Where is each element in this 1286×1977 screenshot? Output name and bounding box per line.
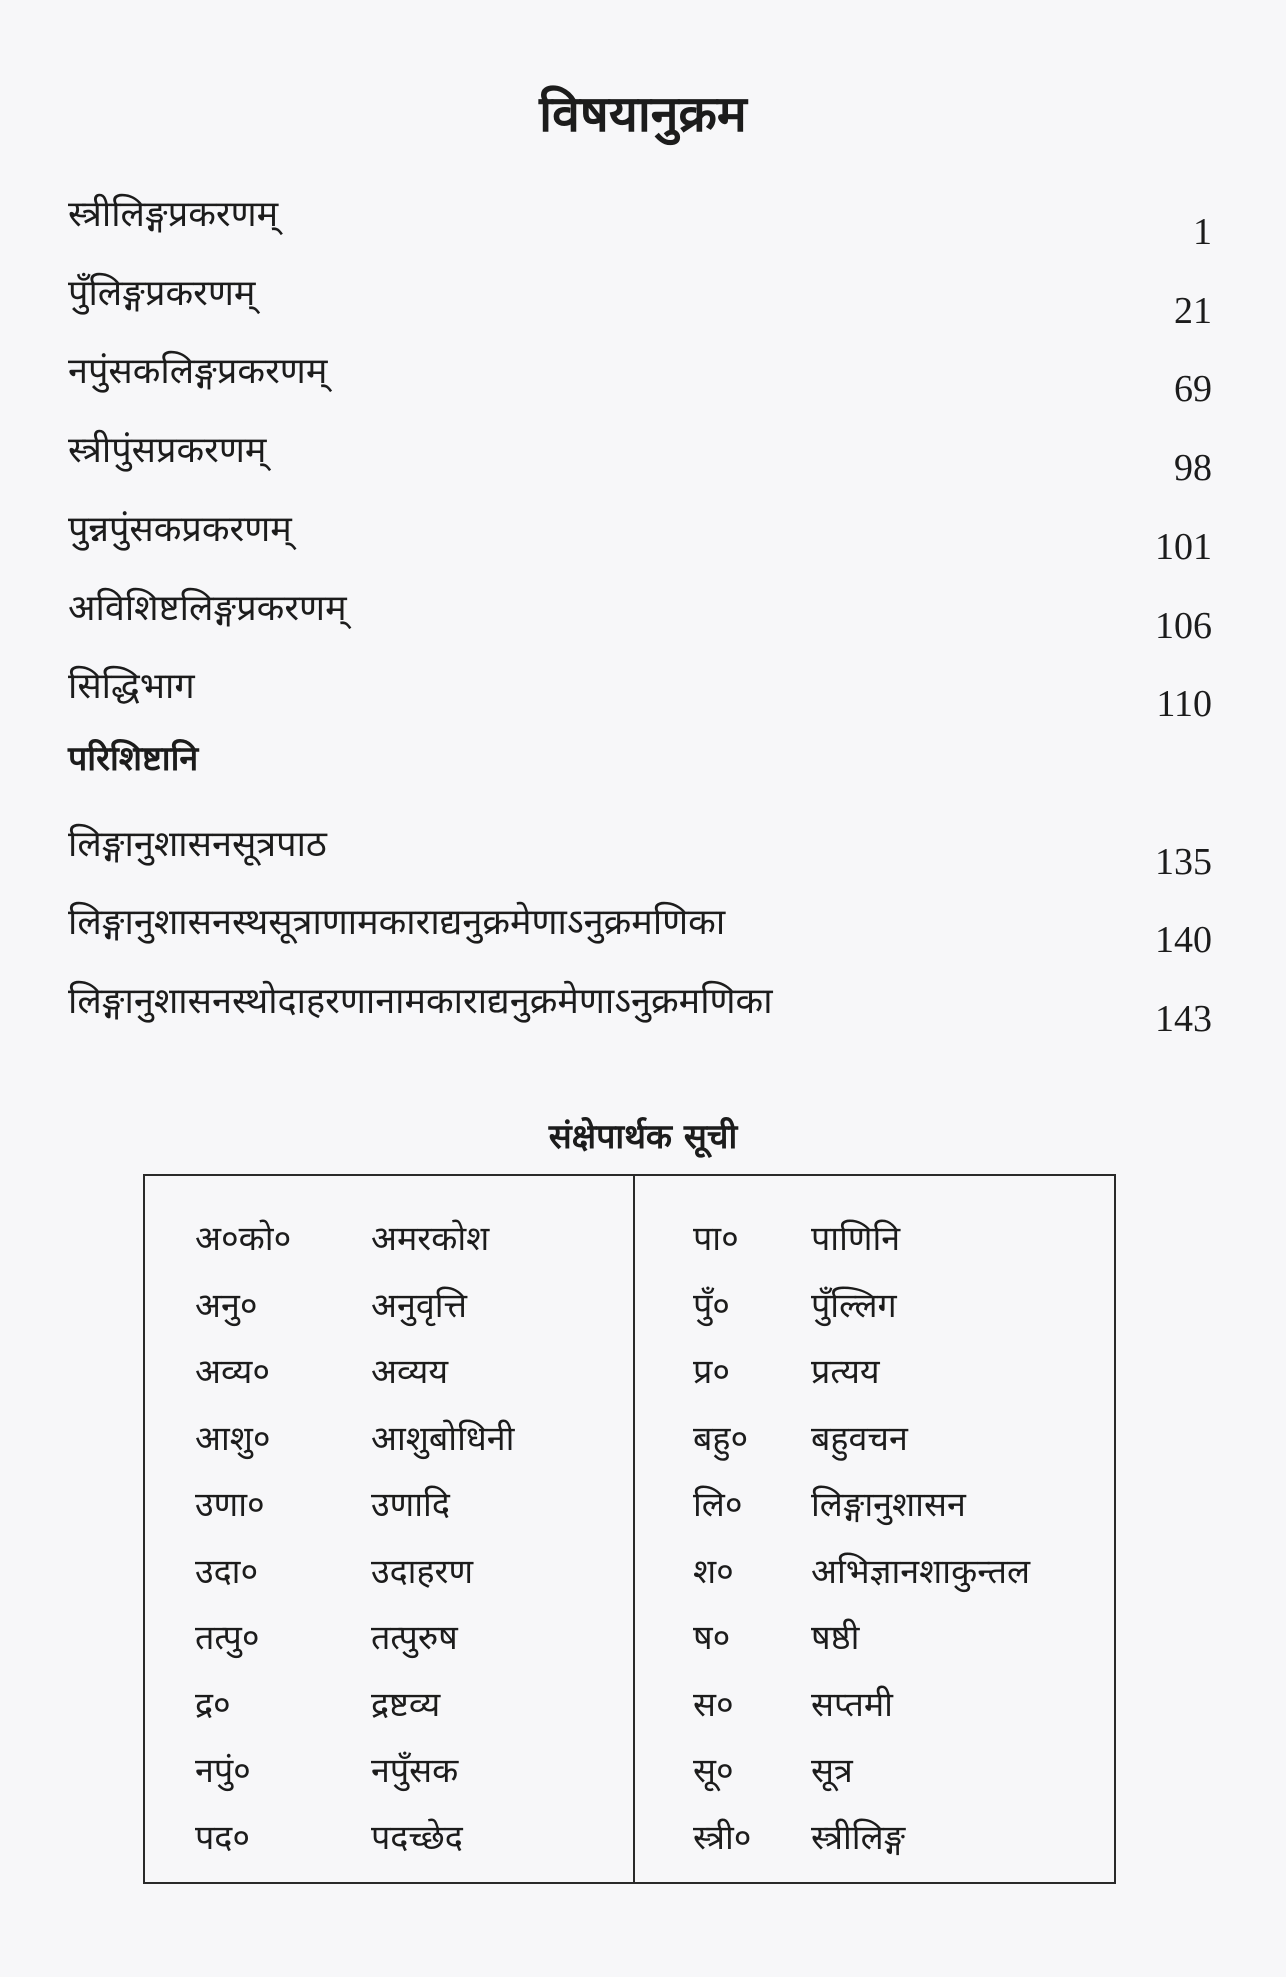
toc-entry-page: 101 (1155, 526, 1212, 568)
toc-entry (0, 345, 1286, 410)
abbreviation-code: श० (693, 1551, 734, 1592)
toc-entry-label: पुँलिङ्गप्रकरणम् (68, 273, 256, 314)
abbreviation-code: द्र० (195, 1684, 231, 1725)
abbreviation-expansion: उणादि (371, 1485, 450, 1525)
abbreviation-expansion: उदाहरण (371, 1551, 474, 1592)
abbreviation-expansion: लिङ्गानुशासन (811, 1485, 966, 1525)
toc-entry (0, 267, 1286, 332)
abbreviation-expansion: सूत्र (811, 1751, 853, 1791)
abbreviation-expansion: षष्ठी (811, 1618, 860, 1658)
abbreviation-expansion: पुँल्लिग (811, 1285, 897, 1326)
toc-entry (0, 503, 1286, 568)
abbreviations-table (143, 1174, 1116, 1884)
toc-entry (0, 188, 1286, 253)
abbreviation-code: सू० (693, 1751, 734, 1791)
abbreviation-code: स० (693, 1684, 734, 1725)
toc-entry-label: पुन्नपुंसकप्रकरणम् (68, 509, 292, 550)
abbreviation-code: पुँ० (693, 1285, 730, 1326)
abbreviation-code: बहु० (693, 1418, 749, 1459)
abbreviation-code: तत्पु० (195, 1618, 260, 1658)
abbreviation-code: अ०को० (195, 1219, 292, 1259)
page-title: विषयानुक्रम (539, 85, 747, 143)
abbreviation-expansion: अमरकोश (371, 1219, 490, 1259)
abbreviation-expansion: पाणिनि (811, 1219, 901, 1259)
toc-entry-page: 21 (1174, 290, 1212, 332)
toc-entry-label: लिङ्गानुशासनस्थोदाहरणानामकाराद्यनुक्रमेणाऽनुक्रमणिका (68, 981, 773, 1022)
abbreviation-expansion: स्त्रीलिङ्ग (811, 1817, 906, 1858)
toc-entry-page: 140 (1155, 919, 1212, 961)
toc-entry-page: 69 (1174, 368, 1212, 410)
abbreviation-expansion: बहुवचन (811, 1418, 908, 1459)
toc-entry-label: सिद्धिभाग (68, 666, 195, 707)
abbreviation-code: लि० (693, 1485, 743, 1525)
appendix-heading: परिशिष्टानि (68, 739, 199, 779)
abbreviation-code: प्र० (693, 1352, 731, 1392)
abbreviation-expansion: द्रष्टव्य (371, 1684, 441, 1725)
toc-entry-page: 143 (1155, 998, 1212, 1040)
abbreviation-expansion: अभिज्ञानशाकुन्तल (811, 1551, 1031, 1592)
abbreviation-code: अव्य० (195, 1352, 271, 1392)
toc-entry (0, 896, 1286, 961)
toc-entry (0, 975, 1286, 1040)
toc-entry-page: 1 (1193, 211, 1212, 253)
abbreviation-code: अनु० (195, 1285, 258, 1326)
abbreviation-expansion: नपुँसक (371, 1751, 459, 1791)
abbreviation-expansion: पदच्छेद (371, 1817, 463, 1858)
abbreviation-expansion: प्रत्यय (811, 1352, 880, 1392)
toc-entry-label: स्त्रीपुंसप्रकरणम् (68, 430, 267, 471)
abbreviation-code: पद० (195, 1817, 251, 1858)
toc-entry-page: 110 (1156, 683, 1212, 725)
abbreviations-heading: संक्षेपार्थक सूची (548, 1117, 738, 1157)
abbreviation-code: आशु० (195, 1418, 271, 1459)
abbreviation-expansion: सप्तमी (811, 1684, 893, 1725)
abbreviation-code: उणा० (195, 1485, 265, 1525)
abbreviation-code: नपुं० (195, 1751, 251, 1791)
toc-entry-page: 106 (1155, 605, 1212, 647)
abbreviation-code: उदा० (195, 1551, 259, 1592)
abbreviation-code: ष० (693, 1618, 731, 1658)
abbreviation-expansion: अव्यय (371, 1352, 449, 1392)
abbreviation-expansion: आशुबोधिनी (371, 1418, 515, 1459)
abbreviation-code: पा० (693, 1219, 739, 1259)
toc-entry (0, 424, 1286, 489)
toc-entry (0, 818, 1286, 883)
toc-entry-label: स्त्रीलिङ्गप्रकरणम् (68, 194, 279, 235)
column-divider (633, 1176, 635, 1882)
toc-entry-page: 98 (1174, 447, 1212, 489)
toc-entry (0, 582, 1286, 647)
toc-entry-label: नपुंसकलिङ्गप्रकरणम् (68, 351, 328, 392)
toc-entry-page: 135 (1155, 841, 1212, 883)
toc-entry-label: लिङ्गानुशासनस्थसूत्राणामकाराद्यनुक्रमेणाऽनुक्रमणिका (68, 902, 726, 943)
abbreviation-code: स्त्री० (693, 1817, 752, 1858)
toc-entry-label: लिङ्गानुशासनसूत्रपाठ (68, 824, 327, 865)
toc-entry (0, 660, 1286, 725)
abbreviation-expansion: तत्पुरुष (371, 1618, 458, 1658)
toc-entry-label: अविशिष्टलिङ्गप्रकरणम् (68, 588, 347, 629)
abbreviation-expansion: अनुवृत्ति (371, 1285, 468, 1326)
